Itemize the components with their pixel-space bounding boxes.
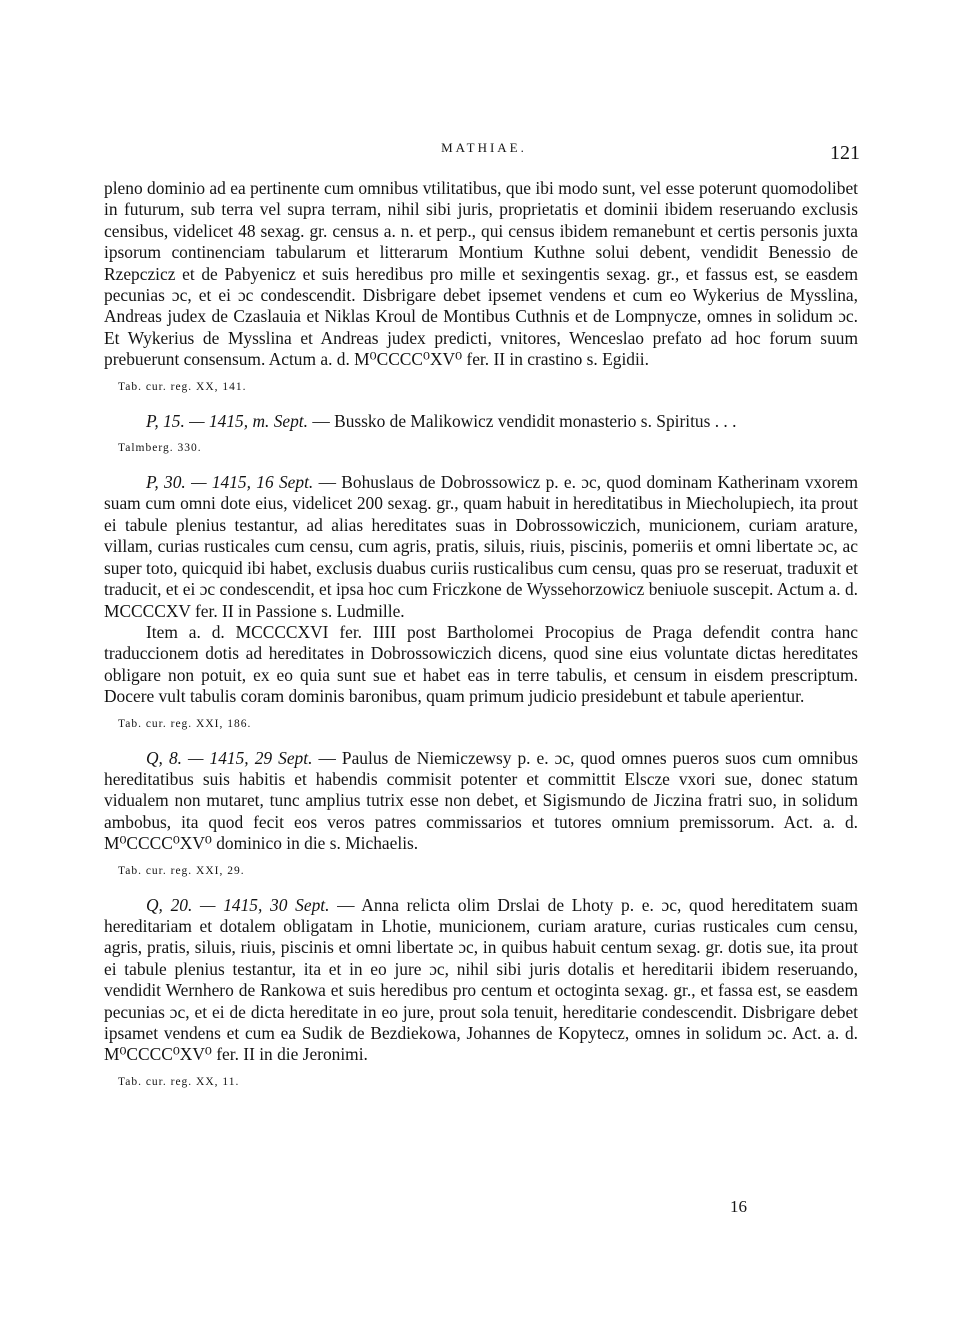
entry-addendum: Item a. d. MCCCCXVI fer. IIII post Bartholomei Procopius de Praga defendit contra hanc traduccionem dotis ad hereditates in Dobrossowiczich dicens, quod sine eius voluntate dictas hereditates obligare non potuit, ex eo quia sunt sue et habet eas in terre tabulis, et censum in eisdem prescriptum. Docere vult tabulis coram dominis baronibus, quam primum judicio presidebunt et tabule aperientur. (104, 621, 858, 707)
entry-date-heading: P, 15. — 1415, m. Sept. (146, 410, 308, 431)
entry-continuation (104, 178, 858, 397)
entry-date-heading: Q, 20. — 1415, 30 Sept. (146, 894, 330, 915)
signature-mark: 16 (730, 1197, 747, 1216)
running-head-title: MATHIAE. (441, 140, 527, 155)
source-reference: Tab. cur. reg. XX, 11. (118, 1075, 240, 1088)
source-reference: Tab. cur. reg. XX, 141. (118, 380, 247, 393)
entry-q20 (104, 895, 858, 1092)
entry-text: — Bussko de Malikowicz vendidit monasterio s. Spiritus . . . (312, 410, 737, 431)
source-reference: Talmberg. 330. (118, 442, 202, 455)
entry-paragraph (104, 895, 858, 1066)
entry-q8 (104, 748, 858, 881)
entry-paragraph (104, 472, 858, 622)
source-reference: Tab. cur. reg. XXI, 29. (118, 864, 245, 877)
entry-text: — Paulus de Niemiczewsy p. e. ɔc, quod omnes pueros suos cum omnibus hereditatibus suis habitis et habendis commisit potenter et committit Elscze vxori sue, donec statum vidualem non mutaret, tunc amplius tutrix esse non debet, et Sigismundo de Jiczina fratri suo, in solidum ambobus, ita quod fecit eos veros patres commissarios et tutores omnium premissorum. Act. a. d. M⁰CCCC⁰XV⁰ dominico in die s. Michaelis. (104, 747, 858, 854)
page-number: 121 (830, 142, 860, 164)
entry-p15 (104, 411, 858, 458)
entry-date-heading: Q, 8. — 1415, 29 Sept. (146, 747, 313, 768)
entry-text: pleno dominio ad ea pertinente cum omnibus vtilitatibus, que ibi modo sunt, vel esse poterunt quomodolibet in futurum, sub terra vel supra terram, nihil sibi juris, proprietatis et dominii ibidem reseruando exclusis censibus, videlicet 48 sexag. gr. census a. n. et perp., qui census ibidem remanebunt et certis personis juxta ipsorum continenciam tabularum et litterarum Montium Kuthne solui debent, vendidit Benessio de Rzepczicz et de Pabyenicz et suis heredibus pro mille et sexingentis sexag. gr., et fassus est, se easdem pecunias ɔc, et ei ɔc condescendit. Disbrigare debet ipsemet vendens et cum eo Wykerius de Mysslina, Andreas judex de Czaslauia et Niklas Kroul de Montibus Cuthnis et de Lompnycze, omnes in solidum ɔc. Et Wykerius de Mysslina et Andreas judex predicti, vnitores, Wenceslao prefato ad hoc forum suum prebuerunt consensum. Actum a. d. M⁰CCCC⁰XV⁰ fer. II in crastino s. Egidii. (104, 178, 858, 370)
entry-paragraph (104, 748, 858, 855)
entry-p30 (104, 472, 858, 733)
running-header (104, 138, 864, 168)
entry-paragraph (104, 411, 858, 432)
source-reference: Tab. cur. reg. XXI, 186. (118, 717, 252, 730)
entry-date-heading: P, 30. — 1415, 16 Sept. (146, 472, 314, 493)
document-body (104, 178, 858, 1092)
entry-text: — Anna relicta olim Drslai de Lhoty p. e. ɔc, quod hereditatem suam hereditariam et dotalem obligatam in Lhotie, municionem, curiam arature, curias rusticales cum censu, agris, pratis, siluis, riuis, piscinis et omni libertate ɔc, in quibus habuit centum sexag. gr. dotis sue, ita prout ei tabule plenius testantur, ita et in eo jure ɔc, nihil sibi juris dotalis et hereditarii ibidem reseruando, vendidit Wernhero de Rankowa et suis heredibus pro centum et octoginta sexag. gr., et fassa est, se easdem pecunias ɔc, et ei de dicta hereditate in eo jure, prout sola tenuit, hereditarie condescendit. Disbrigare debet ipsamet vendens et cum ea Sudik de Bezdiekowa, Johannes de Kopytecz, omnes in solidum ɔc. Act. a. d. M⁰CCCC⁰XV⁰ fer. II in die Jeronimi. (104, 894, 858, 1065)
entry-text: — Bohuslaus de Dobrossowicz p. e. ɔc, quod dominam Katherinam vxorem suam cum omni dote eius, videlicet 200 sexag. gr., quam habuit in hereditatibus in Miecholupiech, ita prout ei tabule plenius testantur, ad alias hereditates suas in Dobrossowiczich, municionem, curiam arature, villam, curias rusticales cum censu, cum agris, pratis, siluis, riuis, piscinis, pomeriis et omni libertate ɔc, ac super toto, quicquid ibi habet, exclusis duabus curiis rusticalibus cum censu, quas pro se reseruat, traduxit et traducit, et ei ɔc condescendit, et ipsa hoc cum Friczkone de Wyssehorzowicz beniuole suscepit. Actum a. d. MCCCCXV fer. II in Passione s. Ludmille. (104, 472, 858, 621)
